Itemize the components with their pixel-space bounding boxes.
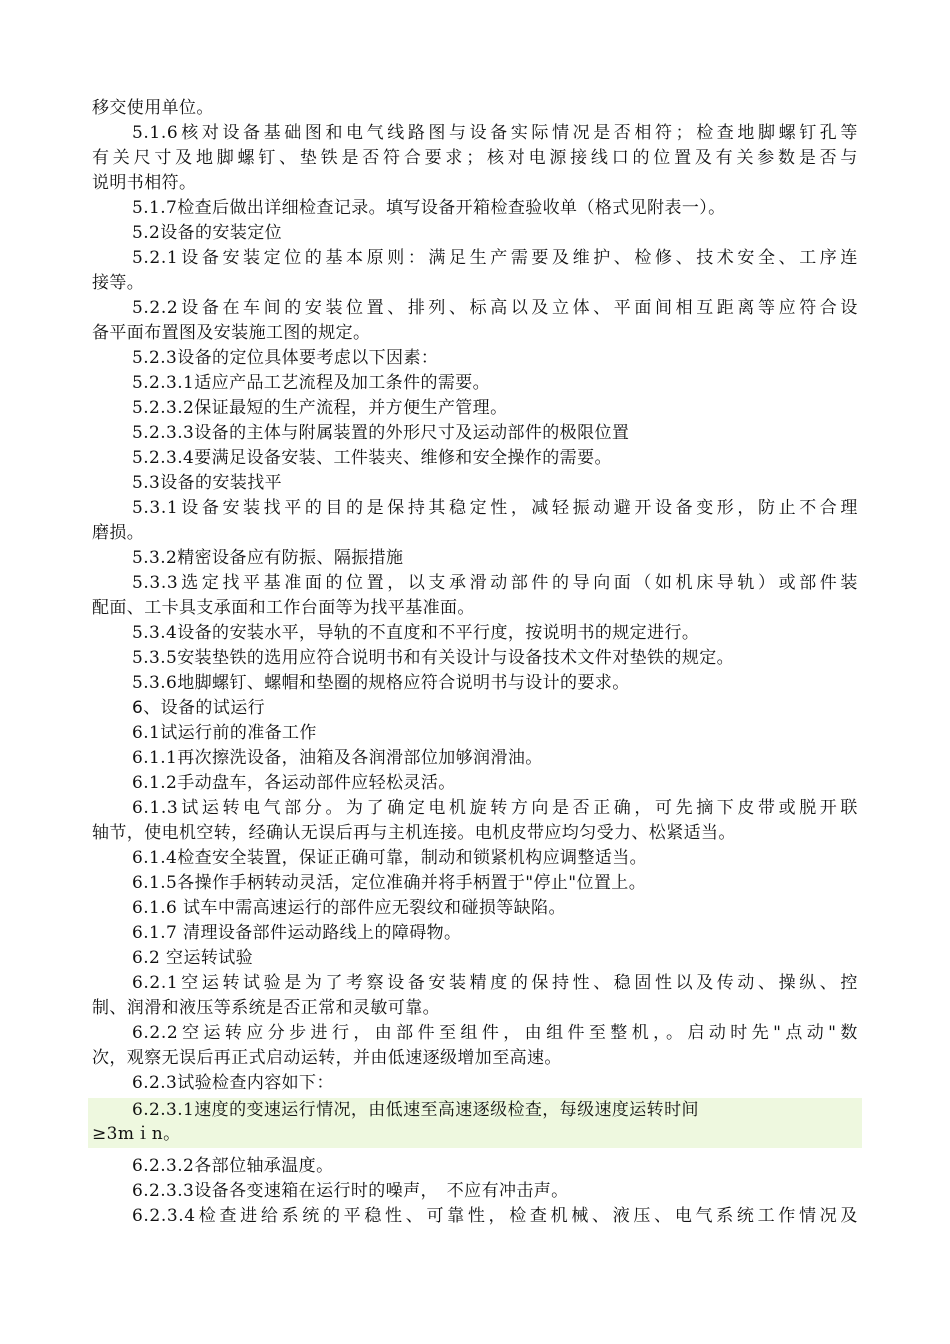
paragraph-line: 6.1.6 试车中需高速运行的部件应无裂纹和碰损等缺陷。 [132,898,566,918]
paragraph-line: 5.2.3.2保证最短的生产流程，并方便生产管理。 [132,398,508,418]
section-heading: 5.3设备的安装找平 [132,473,283,493]
paragraph-line: 5.2.3.4要满足设备安装、工件装夹、维修和安全操作的需要。 [132,448,612,468]
paragraph-line: 5.1.7检查后做出详细检查记录。填写设备开箱检查验收单（格式见附表一）。 [132,198,726,218]
paragraph-line: 5.3.4设备的安装水平，导轨的不直度和不平行度，按说明书的规定进行。 [132,623,700,643]
paragraph-line: 磨损。 [92,523,145,543]
paragraph-line: 5.2.3设备的定位具体要考虑以下因素： [132,348,439,368]
paragraph-line: 5.2.1设备安装定位的基本原则：满足生产需要及维护、检修、技术安全、工序连 [132,248,858,268]
paragraph-line: 6.2.3.2各部位轴承温度。 [132,1156,334,1176]
paragraph-line: 6.2.3.1速度的变速运行情况，由低速至高速逐级检查，每级速度运转时间 [132,1100,699,1120]
paragraph-line: 制、润滑和液压等系统是否正常和灵敏可靠。 [92,998,440,1018]
paragraph-line: 备平面布置图及安装施工图的规定。 [92,323,371,343]
paragraph-line: 5.2.3.3设备的主体与附属装置的外形尺寸及运动部件的极限位置 [132,423,630,443]
document-body [92,96,858,1229]
paragraph-line: 6.2.3.3设备各变速箱在运行时的噪声， 不应有冲击声。 [132,1181,569,1201]
paragraph-line: 6.1.2手动盘车，各运动部件应轻松灵活。 [132,773,456,793]
paragraph-line: 6.2.2空运转应分步进行，由部件至组件，由组件至整机，。启动时先"点动"数 [132,1023,858,1043]
paragraph-line: 配面、工卡具支承面和工作台面等为找平基准面。 [92,598,475,618]
paragraph-line: 6.2.1空运转试验是为了考察设备安装精度的保持性、稳固性以及传动、操纵、控 [132,973,858,993]
paragraph-line: ≥3mｉn。 [92,1124,181,1144]
paragraph-line: 有关尺寸及地脚螺钉、垫铁是否符合要求；核对电源接线口的位置及有关参数是否与 [92,148,858,168]
paragraph-line: 5.2.3.1适应产品工艺流程及加工条件的需要。 [132,373,491,393]
paragraph-line: 5.3.3选定找平基准面的位置，以支承滑动部件的导向面（如机床导轨）或部件装 [132,573,858,593]
paragraph-line: 6.1.4检查安全装置，保证正确可靠，制动和锁紧机构应调整适当。 [132,848,648,868]
paragraph-line: 说明书相符。 [92,173,197,193]
paragraph-line: 6.2.3试验检查内容如下： [132,1073,334,1093]
paragraph-line: 5.3.1设备安装找平的目的是保持其稳定性，减轻振动避开设备变形，防止不合理 [132,498,858,518]
paragraph-line: 5.1.6核对设备基础图和电气线路图与设备实际情况是否相符；检查地脚螺钉孔等 [132,123,858,143]
paragraph-line: 轴节，使电机空转，经确认无误后再与主机连接。电机皮带应均匀受力、松紧适当。 [92,823,736,843]
paragraph-line: 5.3.6地脚螺钉、螺帽和垫圈的规格应符合说明书与设计的要求。 [132,673,630,693]
section-heading: 6.1试运行前的准备工作 [132,723,317,743]
highlighted-paragraph [88,1098,862,1148]
paragraph-line: 5.3.5安装垫铁的选用应符合说明书和有关设计与设备技术文件对垫铁的规定。 [132,648,735,668]
paragraph-line: 接等。 [92,273,145,293]
paragraph-line: 6.1.1再次擦洗设备，油箱及各润滑部位加够润滑油。 [132,748,543,768]
paragraph-line: 6.1.3试运转电气部分。为了确定电机旋转方向是否正确，可先摘下皮带或脱开联 [132,798,858,818]
paragraph-line: 6.1.5各操作手柄转动灵活，定位准确并将手柄置于"停止"位置上。 [132,873,647,893]
section-heading: 5.2设备的安装定位 [132,223,283,243]
paragraph-line: 5.3.2精密设备应有防振、隔振措施 [132,548,404,568]
paragraph-line: 移交使用单位。 [92,98,214,118]
paragraph-line: 次，观察无误后再正式启动运转，并由低速逐级增加至高速。 [92,1048,562,1068]
paragraph-line: 6.1.7 清理设备部件运动路线上的障碍物。 [132,923,462,943]
paragraph-line: 5.2.2设备在车间的安装位置、排列、标高以及立体、平面间相互距离等应符合设 [132,298,858,318]
paragraph-line: 6.2.3.4检查进给系统的平稳性、可靠性，检查机械、液压、电气系统工作情况及 [132,1206,858,1226]
chapter-heading: 6、设备的试运行 [132,698,266,718]
section-heading: 6.2 空运转试验 [132,948,254,968]
